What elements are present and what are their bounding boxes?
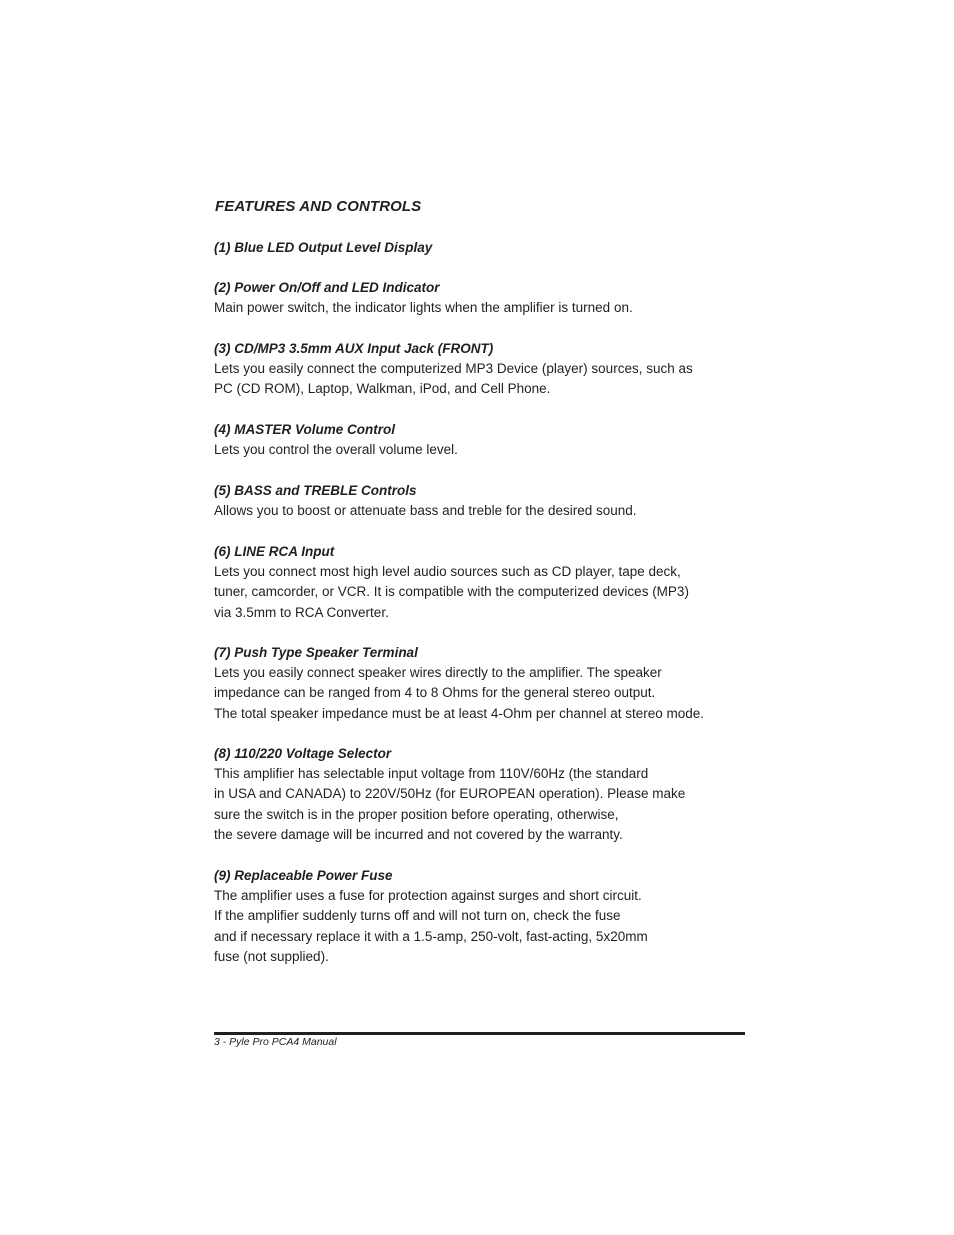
section-heading: (4) MASTER Volume Control xyxy=(214,422,395,437)
body-line: and if necessary replace it with a 1.5-amp, 250-volt, fast-acting, 5x20mm xyxy=(214,928,648,944)
section-heading: (2) Power On/Off and LED Indicator xyxy=(214,280,440,295)
body-line: fuse (not supplied). xyxy=(214,948,329,964)
section-blue-led-display xyxy=(214,238,754,258)
body-line: The amplifier uses a fuse for protection against surges and short circuit. xyxy=(214,888,642,903)
body-line: the severe damage will be incurred and not covered by the warranty. xyxy=(214,826,623,842)
section-power-fuse xyxy=(214,866,754,967)
section-body xyxy=(214,663,754,724)
section-voltage-selector xyxy=(214,744,754,845)
section-body xyxy=(214,764,754,845)
body-line: tuner, camcorder, or VCR. It is compatible with the computerized devices (MP3) xyxy=(214,584,689,600)
section-heading: (8) 110/220 Voltage Selector xyxy=(214,746,392,761)
section-heading: (5) BASS and TREBLE Controls xyxy=(214,483,417,498)
body-line: impedance can be ranged from 4 to 8 Ohms for the general stereo output. xyxy=(214,685,656,701)
section-heading: (7) Push Type Speaker Terminal xyxy=(214,645,418,660)
section-heading: (9) Replaceable Power Fuse xyxy=(214,868,393,883)
section-body xyxy=(214,562,754,623)
body-line: PC (CD ROM), Laptop, Walkman, iPod, and Cell Phone. xyxy=(214,381,551,397)
page-title: FEATURES AND CONTROLS xyxy=(215,198,422,215)
section-body xyxy=(214,440,754,460)
body-line: Main power switch, the indicator lights when the amplifier is turned on. xyxy=(214,300,633,315)
section-heading: (1) Blue LED Output Level Display xyxy=(214,240,433,255)
section-body xyxy=(214,359,754,400)
body-line: If the amplifier suddenly turns off and will not turn on, check the fuse xyxy=(214,908,621,924)
body-line: The total speaker impedance must be at least 4-Ohm per channel at stereo mode. xyxy=(214,705,705,721)
section-body xyxy=(214,298,754,318)
body-line: Lets you easily connect speaker wires directly to the amplifier. The speaker xyxy=(214,665,662,680)
body-line: This amplifier has selectable input voltage from 110V/60Hz (the standard xyxy=(214,766,649,781)
section-master-volume xyxy=(214,420,754,460)
section-heading: (3) CD/MP3 3.5mm AUX Input Jack (FRONT) xyxy=(214,341,494,356)
section-aux-input xyxy=(214,339,754,400)
section-bass-treble xyxy=(214,481,754,521)
section-heading: (6) LINE RCA Input xyxy=(214,544,335,559)
body-line: Lets you control the overall volume level. xyxy=(214,442,458,457)
section-speaker-terminal xyxy=(214,643,754,724)
section-body xyxy=(214,501,754,521)
section-line-rca-input xyxy=(214,542,754,623)
body-line: Allows you to boost or attenuate bass and treble for the desired sound. xyxy=(214,503,637,518)
footer-divider xyxy=(214,1032,745,1035)
body-line: sure the switch is in the proper position before operating, otherwise, xyxy=(214,806,619,822)
body-line: in USA and CANADA) to 220V/50Hz (for EUROPEAN operation). Please make xyxy=(214,786,686,802)
body-line: via 3.5mm to RCA Converter. xyxy=(214,604,389,620)
page-footer: 3 - Pyle Pro PCA4 Manual xyxy=(214,1036,337,1048)
body-line: Lets you easily connect the computerized MP3 Device (player) sources, such as xyxy=(214,361,693,376)
section-body xyxy=(214,886,754,967)
section-power-switch xyxy=(214,278,754,318)
body-line: Lets you connect most high level audio sources such as CD player, tape deck, xyxy=(214,564,681,579)
